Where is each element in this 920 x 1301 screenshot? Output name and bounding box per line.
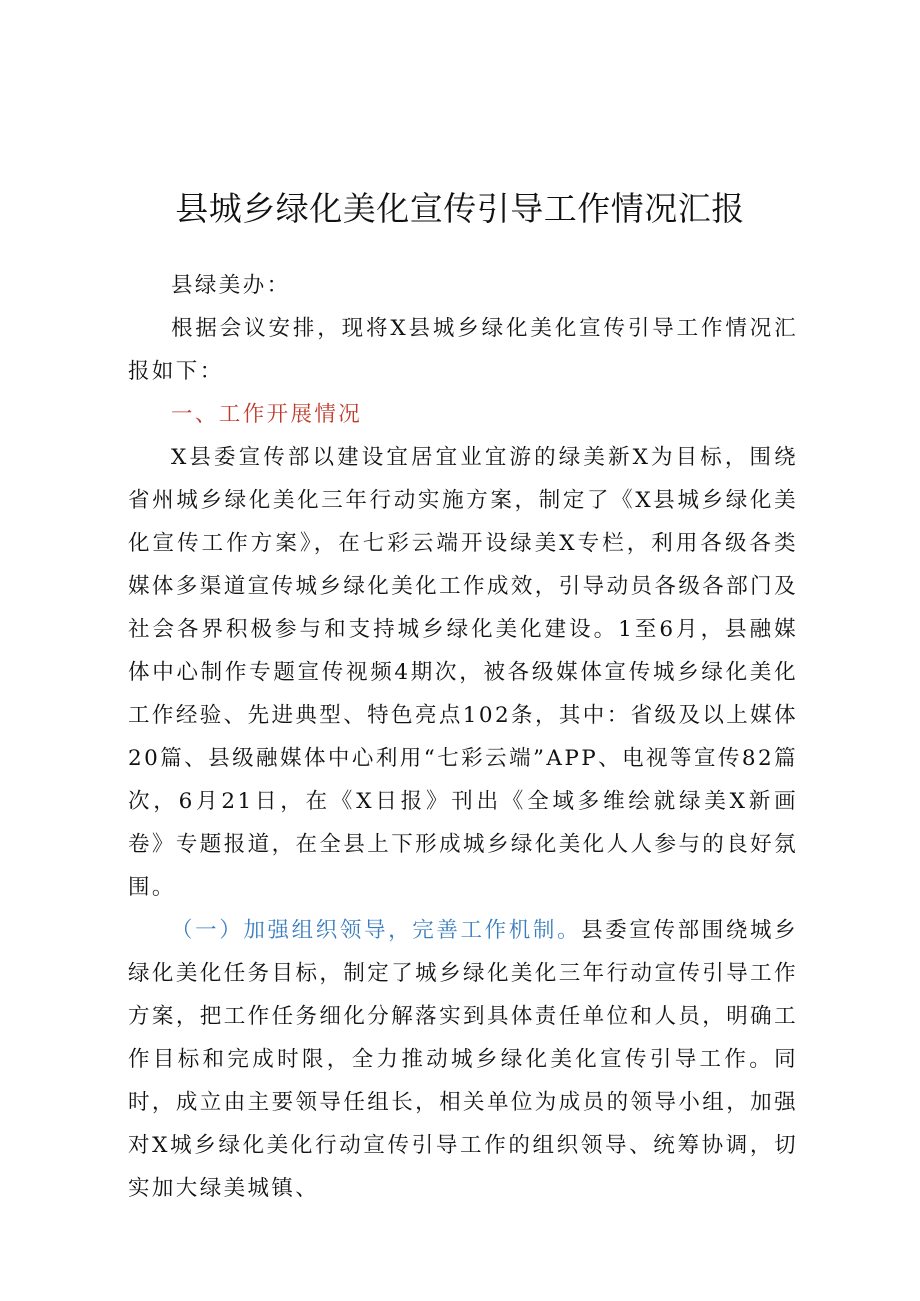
document-title: 县城乡绿化美化宣传引导工作情况汇报 <box>175 189 745 228</box>
document-body <box>128 264 798 1210</box>
section-heading: 一、工作开展情况 <box>171 402 363 427</box>
subsection-heading: （一）加强组织领导，完善工作机制。 <box>171 918 582 943</box>
intro-paragraph: 根据会议安排，现将X县城乡绿化美化宣传引导工作情况汇报如下： <box>128 316 798 384</box>
subsection-text: 县委宣传部围绕城乡绿化美化任务目标，制定了城乡绿化美化三年行动宣传引导工作方案，把工作任务细化分解落实到具体责任单位和人员，明确工作目标和完成时限，全力推动城乡绿化美化宣传引导工作。同时，成立由主要领导任组长，相关单位为成员的领导小组，加强对X城乡绿化美化行动宣传引导工作的组织领导、统筹协调，切实加大绿美城镇、 <box>128 918 798 1201</box>
section-paragraph: X县委宣传部以建设宜居宜业宜游的绿美新X为目标，围绕省州城乡绿化美化三年行动实施方案，制定了《X县城乡绿化美化宣传工作方案》，在七彩云端开设绿美X专栏，利用各级各类媒体多渠道宣传城乡绿化美化工作成效，引导动员各级各部门及社会各界积极参与和支持城乡绿化美化建设。1至6月，县融媒体中心制作专题宣传视频4期次，被各级媒体宣传城乡绿化美化工作经验、先进典型、特色亮点102条，其中：省级及以上媒体20篇、县级融媒体中心利用“七彩云端”APP、电视等宣传82篇次，6月21日，在《X日报》刊出《全域多维绘就绿美X新画卷》专题报道，在全县上下形成城乡绿化美化人人参与的良好氛围。 <box>128 445 798 900</box>
salutation: 县绿美办： <box>171 273 291 298</box>
subsection-paragraph <box>128 909 798 1210</box>
